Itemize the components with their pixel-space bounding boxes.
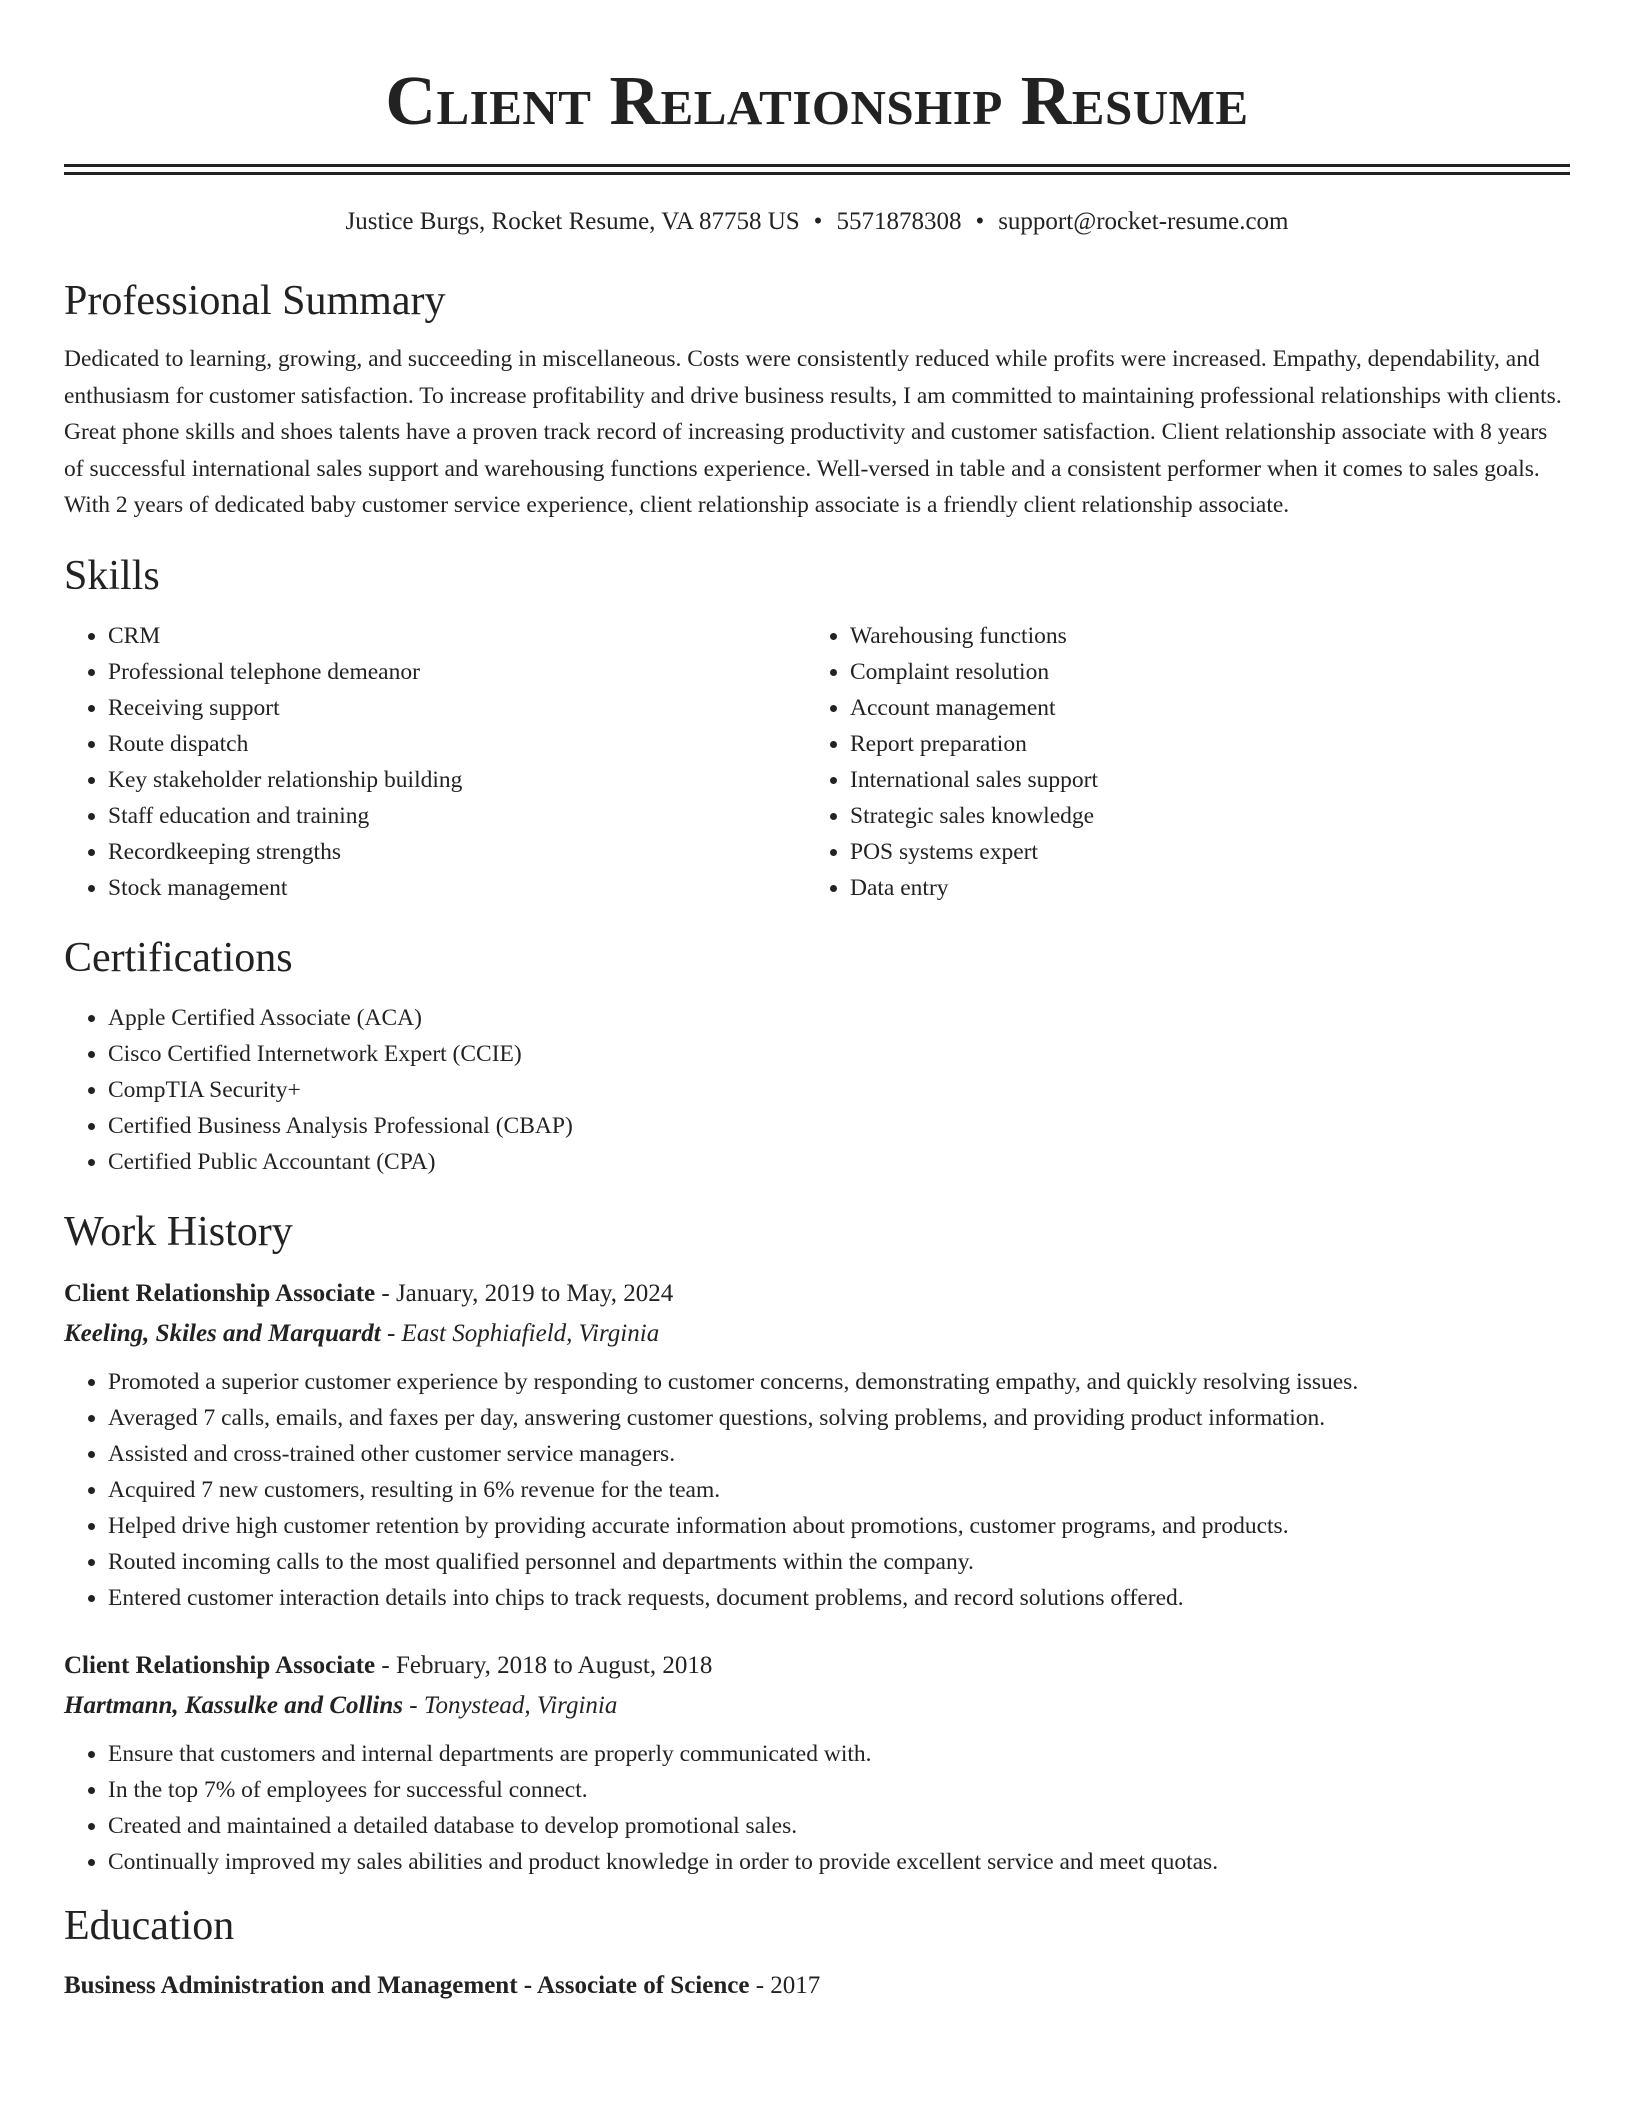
skill-item: • Data entry [850, 870, 1548, 906]
skills-columns [64, 618, 1570, 906]
skill-item: • Receiving support [108, 690, 806, 726]
skill-item: • International sales support [850, 762, 1548, 798]
job-bullet: • Acquired 7 new customers, resulting in 6% revenue for the team. [108, 1472, 1570, 1508]
certification-item: • Certified Public Accountant (CPA) [108, 1144, 1570, 1180]
skill-item: • Report preparation [850, 726, 1548, 762]
job-title-line [64, 1274, 1570, 1314]
resume-title: Client Relationship Resume [385, 63, 1249, 140]
certification-item: • Certified Business Analysis Professional (CBAP) [108, 1108, 1570, 1144]
skills-column-left [64, 618, 806, 906]
skill-item: • Key stakeholder relationship building [108, 762, 806, 798]
skill-item: • POS systems expert [850, 834, 1548, 870]
job-company-line [64, 1686, 1570, 1726]
skill-item: • CRM [108, 618, 806, 654]
skill-item: • Complaint resolution [850, 654, 1548, 690]
job-role: Client Relationship Associate [64, 1651, 376, 1679]
job-bullet: • Entered customer interaction details into chips to track requests, document problems, and record solutions offered. [108, 1580, 1570, 1616]
job-bullet: • Routed incoming calls to the most qualified personnel and departments within the company. [108, 1544, 1570, 1580]
job-bullet: • Helped drive high customer retention by providing accurate information about promotions, customer programs, and products. [108, 1508, 1570, 1544]
contact-line [64, 205, 1570, 239]
job-bullet: • Averaged 7 calls, emails, and faxes per day, answering customer questions, solving problems, and providing product information. [108, 1400, 1570, 1436]
contact-address: Justice Burgs, Rocket Resume, VA 87758 US [345, 208, 800, 235]
resume-page [64, 0, 1570, 2006]
summary-text: Dedicated to learning, growing, and succeeding in miscellaneous. Costs were consistently reduced while profits were increased. Empathy, dependability, and enthusiasm for customer satisfaction. To increase profitability and drive business results, I am committed to maintaining professional relationships with clients. Great phone skills and shoes talents have a proven track record of increasing productivity and customer satisfaction. Client relationship associate with 8 years of successful international sales support and warehousing functions experience. Well-versed in table and a consistent performer when it comes to sales goals. With 2 years of dedicated baby customer service experience, client relationship associate is a friendly client relationship associate. [64, 346, 1562, 518]
education-entry [64, 1966, 1570, 2006]
job-location: - Tonystead, Virginia [403, 1691, 618, 1719]
skill-item: • Stock management [108, 870, 806, 906]
summary-heading: Professional Summary [64, 278, 446, 324]
job-company: Hartmann, Kassulke and Collins [64, 1691, 404, 1719]
skills-list-left [64, 618, 806, 906]
job-entry [64, 1274, 1570, 1616]
job-bullets [64, 1736, 1570, 1880]
job-location: - East Sophiafield, Virginia [380, 1319, 660, 1347]
skills-heading: Skills [64, 552, 160, 599]
skill-item: • Warehousing functions [850, 618, 1548, 654]
job-dates: - January, 2019 to May, 2024 [375, 1279, 674, 1307]
skill-item: • Professional telephone demeanor [108, 654, 806, 690]
contact-separator: • [975, 208, 985, 235]
certification-item: • CompTIA Security+ [108, 1072, 1570, 1108]
job-dates: - February, 2018 to August, 2018 [375, 1651, 713, 1679]
certification-item: • Cisco Certified Internetwork Expert (CCIE) [108, 1036, 1570, 1072]
skill-item: • Route dispatch [108, 726, 806, 762]
certification-item: • Apple Certified Associate (ACA) [108, 1000, 1570, 1036]
skill-item: • Recordkeeping strengths [108, 834, 806, 870]
contact-email: support@rocket-resume.com [998, 208, 1289, 235]
contact-separator: • [813, 208, 823, 235]
job-bullet: • Assisted and cross-trained other customer service managers. [108, 1436, 1570, 1472]
job-company: Keeling, Skiles and Marquardt [64, 1319, 381, 1347]
certifications-list [64, 1000, 1570, 1180]
skill-item: • Account management [850, 690, 1548, 726]
job-bullet: • In the top 7% of employees for successful connect. [108, 1772, 1570, 1808]
skills-list-right [806, 618, 1548, 906]
job-bullet: • Promoted a superior customer experience by responding to customer concerns, demonstrating empathy, and quickly resolving issues. [108, 1364, 1570, 1400]
work-history-heading: Work History [64, 1208, 293, 1255]
job-entry [64, 1646, 1570, 1880]
education-degree: Business Administration and Management - Associate of Science [64, 1971, 750, 1999]
job-bullet: • Created and maintained a detailed database to develop promotional sales. [108, 1808, 1570, 1844]
education-year: - 2017 [749, 1971, 821, 1999]
skill-item: • Staff education and training [108, 798, 806, 834]
job-company-line [64, 1314, 1570, 1354]
job-bullet: • Ensure that customers and internal departments are properly communicated with. [108, 1736, 1570, 1772]
job-role: Client Relationship Associate [64, 1279, 376, 1307]
education-heading: Education [64, 1902, 235, 1949]
contact-phone: 5571878308 [836, 208, 962, 235]
job-bullets [64, 1364, 1570, 1616]
certifications-heading: Certifications [64, 934, 293, 981]
job-title-line [64, 1646, 1570, 1686]
skill-item: • Strategic sales knowledge [850, 798, 1548, 834]
skills-column-right [806, 618, 1548, 906]
title-double-rule [64, 164, 1570, 175]
job-bullet: • Continually improved my sales abilities and product knowledge in order to provide excellent service and meet quotas. [108, 1844, 1570, 1880]
